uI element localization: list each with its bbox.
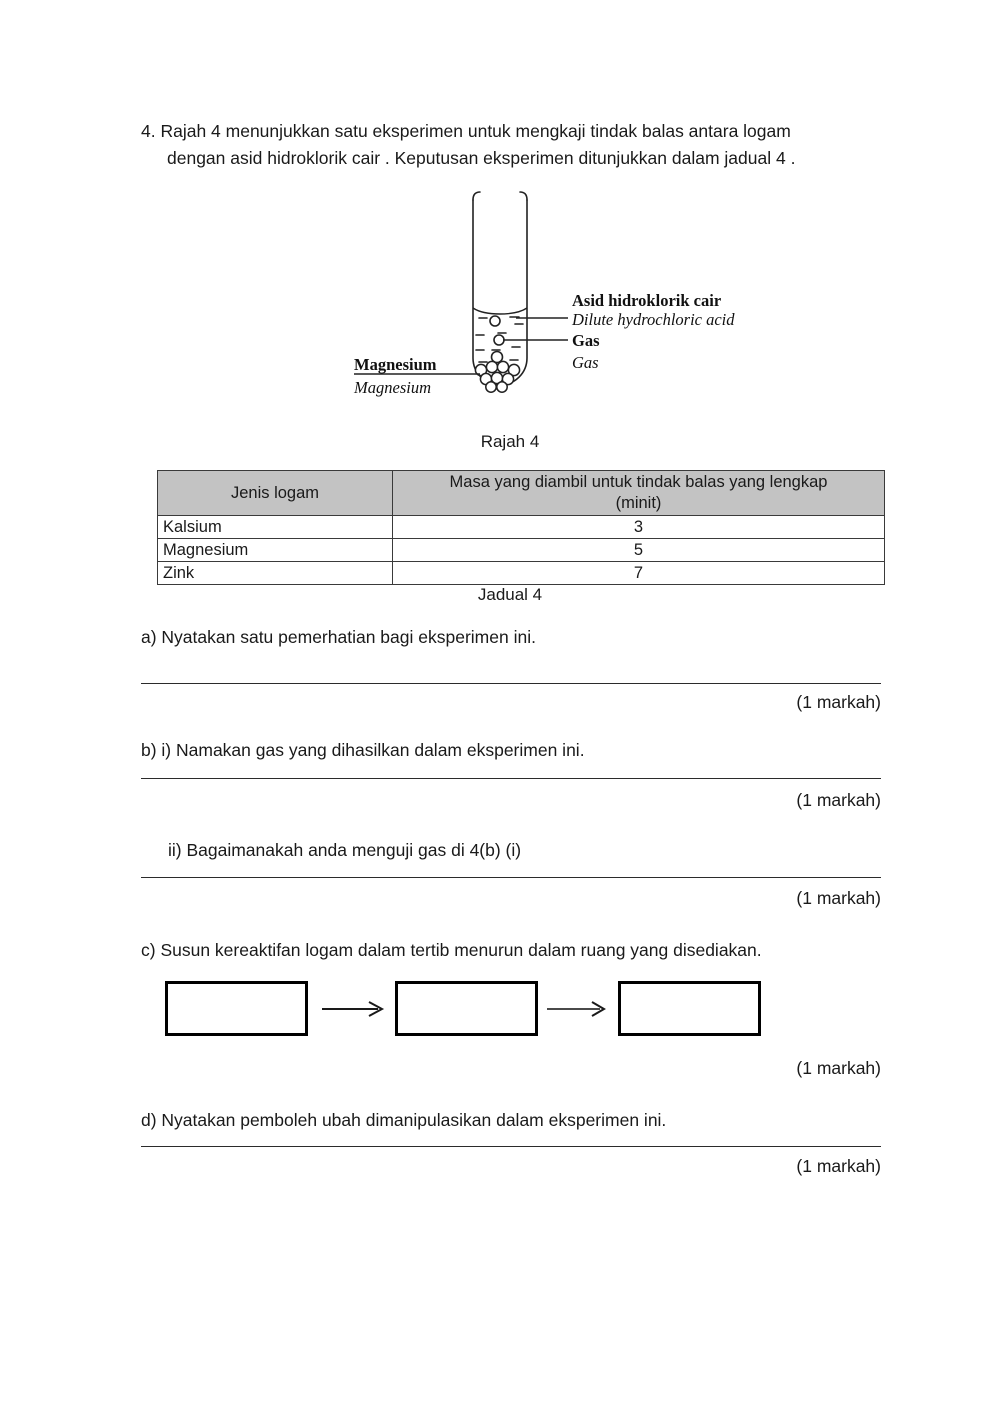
table-row [158, 539, 885, 562]
label-gas-ms: Gas [572, 331, 600, 350]
table-caption: Jadual 4 [477, 585, 543, 604]
table-header-time [393, 471, 885, 516]
marks-d: (1 markah) [796, 1156, 881, 1176]
arrow-2-icon [547, 1001, 607, 1017]
question-part-a-text: a) Nyatakan satu pemerhatian bagi eksperimen ini. [141, 627, 536, 647]
answer-line-b-i[interactable] [141, 778, 881, 779]
reactivity-order-boxes [165, 981, 785, 1039]
question-stem-line1: 4. Rajah 4 menunjukkan satu eksperimen untuk mengkaji tindak balas antara logam [141, 121, 791, 141]
question-stem-line2: dengan asid hidroklorik cair . Keputusan eksperimen ditunjukkan dalam jadual 4 . [167, 148, 796, 168]
question-part-d-text: d) Nyatakan pemboleh ubah dimanipulasikan dalam eksperimen ini. [141, 1110, 667, 1130]
magnesium-granules [475, 361, 519, 392]
question-part-b-i-text: b) i) Namakan gas yang dihasilkan dalam eksperimen ini. [141, 740, 585, 760]
table-row [158, 516, 885, 539]
cell-metal: Zink [158, 562, 393, 585]
marks-b-i: (1 markah) [796, 790, 881, 810]
cell-metal: Kalsium [158, 516, 393, 539]
cell-time: 3 [393, 516, 885, 539]
marks-c: (1 markah) [796, 1058, 881, 1078]
answer-line-a[interactable] [141, 683, 881, 684]
reactivity-box-3[interactable] [618, 981, 761, 1036]
label-magnesium-ms: Magnesium [354, 355, 437, 374]
test-tube-icon [473, 192, 527, 385]
question-stem [141, 118, 881, 172]
table-header-time-line2: (minit) [615, 494, 662, 512]
table-header-metal: Jenis logam [158, 471, 393, 516]
experiment-diagram [340, 190, 780, 415]
cell-metal: Magnesium [158, 539, 393, 562]
diagram-caption: Rajah 4 [480, 432, 540, 451]
table-row [158, 562, 885, 585]
label-gas-en: Gas [572, 353, 599, 372]
reactivity-box-2[interactable] [395, 981, 538, 1036]
cell-time: 5 [393, 539, 885, 562]
table-header-row [158, 471, 885, 516]
marks-a: (1 markah) [796, 692, 881, 712]
results-table [157, 470, 885, 585]
label-magnesium-en: Magnesium [354, 378, 431, 397]
label-acid-en: Dilute hydrochloric acid [572, 310, 735, 329]
cell-time: 7 [393, 562, 885, 585]
answer-line-d[interactable] [141, 1146, 881, 1147]
answer-line-b-ii[interactable] [141, 877, 881, 878]
gas-bubbles [490, 316, 504, 363]
question-part-b-ii-text: ii) Bagaimanakah anda menguji gas di 4(b) (i) [168, 840, 522, 860]
marks-b-ii: (1 markah) [796, 888, 881, 908]
reactivity-box-1[interactable] [165, 981, 308, 1036]
question-part-c-text: c) Susun kereaktifan logam dalam tertib menurun dalam ruang yang disediakan. [141, 940, 762, 960]
arrow-1-icon [322, 1001, 385, 1017]
label-acid-ms: Asid hidroklorik cair [572, 291, 722, 310]
table-header-time-line1: Masa yang diambil untuk tindak balas yang lengkap [449, 473, 828, 491]
